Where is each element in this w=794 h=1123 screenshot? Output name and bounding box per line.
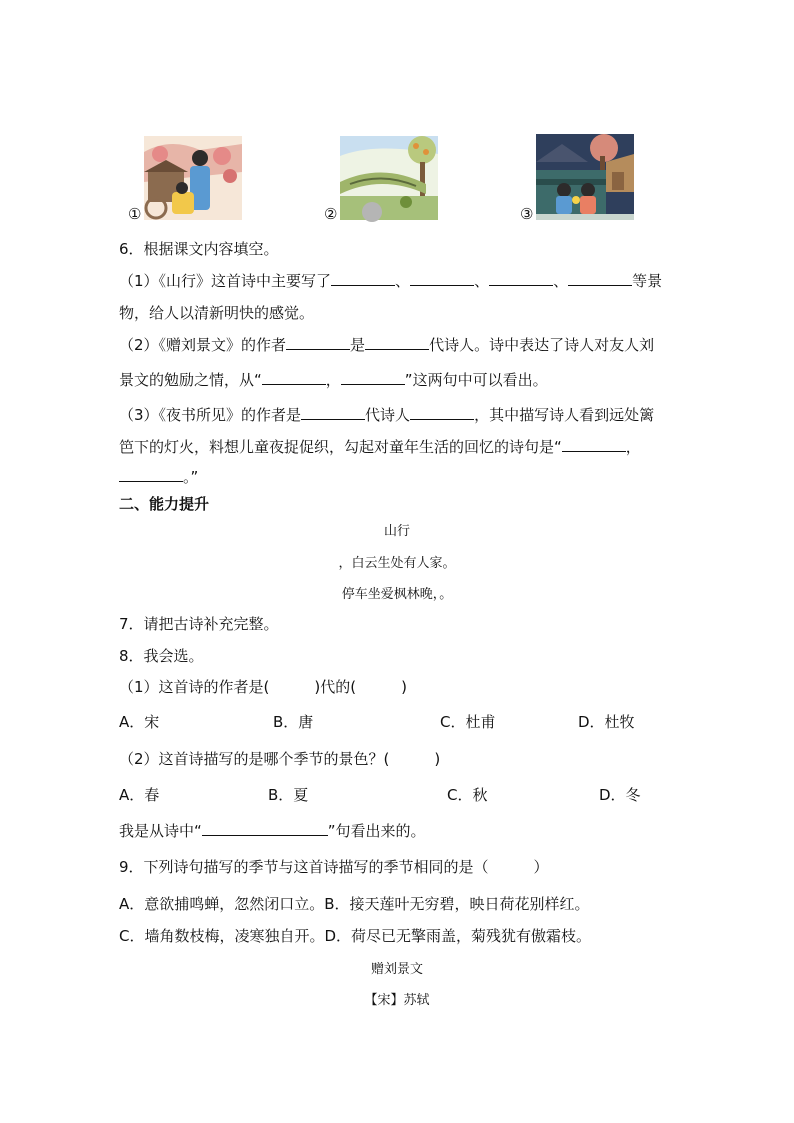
question-6-title: 6．根据课文内容填空。 [119,240,279,258]
option-d[interactable]: D．荷尽已无擎雨盖，菊残犹有傲霜枝。 [324,927,592,945]
poem-title: 赠刘景文 [370,962,423,977]
section-2-title: 二、能力提升 [119,495,210,513]
answer-blank[interactable] [262,370,326,385]
answer-blank[interactable] [119,467,183,482]
picture-number: ② [324,205,338,223]
option-b[interactable]: B．夏 [268,786,309,804]
answer-blank[interactable] [331,271,395,286]
option-a[interactable]: A．春 [119,786,160,804]
picture-number: ① [128,205,142,223]
q6-p2-a: （2）《赠刘景文》的作者 [119,336,287,354]
answer-blank[interactable] [365,335,429,350]
question-6-part-1: （1）《山行》这首诗中主要写了 、 、 、 等景 [119,272,663,290]
q8-p3-a: 我是从诗中“ [119,822,202,840]
answer-blank[interactable] [489,271,553,286]
picture-1 [130,132,242,222]
option-c[interactable]: C．墙角数枝梅，凌寒独自开。 [119,927,325,945]
question-6-part-2 [119,334,654,355]
picture-2 [326,132,438,222]
night-children-illustration [522,132,634,222]
question-6-part-2-line-2: 景文的勉励之情，从“ ， ”这两句中可以看出。 [119,371,548,389]
poem-author: 【宋】苏轼 [364,993,430,1008]
answer-blank[interactable] [341,370,405,385]
village-scene-illustration [130,132,242,222]
option-a[interactable]: A．意欲捕鸣蝉，忽然闭口立。 [119,895,325,913]
q6-p2-line2-a: 景文的勉励之情，从“ [119,371,262,389]
question-6-part-3-line-3 [119,466,198,487]
answer-blank[interactable] [301,405,365,420]
question-9-title: 9．下列诗句描写的季节与这首诗描写的季节相同的是（ ） [119,858,549,876]
answer-blank[interactable] [410,405,474,420]
question-7: 7．请把古诗补充完整。 [119,615,279,633]
option-d[interactable]: D．冬 [599,786,641,804]
q6-p3-line3-end: 。” [183,468,199,486]
question-8-title: 8．我会选。 [119,647,204,665]
q6-p2-b: 是 [350,336,366,354]
q6-p1-prefix: （1）《山行》这首诗中主要写了 [119,272,332,290]
question-8-part-3 [119,820,426,841]
picture-3 [522,132,634,222]
q6-p3-c: ，其中描写诗人看到远处篱 [474,406,655,424]
poem-title: 山行 [383,524,410,539]
option-b[interactable]: B．唐 [273,713,314,731]
option-c[interactable]: C．杜甫 [440,713,496,731]
answer-blank[interactable] [568,271,632,286]
q6-p2-line2-b: ”这两句中可以看出。 [404,371,548,389]
poem-line-2: 停车坐爱枫林晚，。 [341,587,453,602]
question-9-options-row-2 [119,925,591,946]
poem-line-1: ，白云生处有人家。 [338,556,456,571]
question-6-part-3-line-2: 笆下的灯火，料想儿童夜捉促织，勾起对童年生活的回忆的诗句是“ ， [119,438,641,456]
option-a[interactable]: A．宋 [119,713,160,731]
q6-p3-a: （3）《夜书所见》的作者是 [119,406,302,424]
q6-p3-b: 代诗人 [365,406,411,424]
answer-blank[interactable] [286,335,350,350]
question-9-options-row-1 [119,893,590,914]
question-6-part-1-line-2: 物，给人以清新明快的感觉。 [119,304,315,322]
option-b[interactable]: B．接天莲叶无穷碧，映日荷花别样红。 [324,895,590,913]
picture-number: ③ [520,205,534,223]
q6-p1-suffix: 等景 [632,272,663,290]
option-c[interactable]: C．秋 [447,786,488,804]
question-6-part-3 [119,404,654,425]
q6-p2-c: 代诗人。诗中表达了诗人对友人刘 [429,336,655,354]
question-8-part-2: （2）这首诗描写的是哪个季节的景色？( ) [119,750,441,768]
question-8-part-1: （1）这首诗的作者是( )代的( ) [119,678,407,696]
q8-p3-b: ”句看出来的。 [327,822,426,840]
answer-blank[interactable] [562,437,626,452]
answer-blank[interactable] [202,821,328,836]
orchard-bridge-illustration [326,132,438,222]
option-d[interactable]: D．杜牧 [578,713,635,731]
q6-p3-line2: 笆下的灯火，料想儿童夜捉促织，勾起对童年生活的回忆的诗句是“ [119,438,562,456]
answer-blank[interactable] [410,271,474,286]
